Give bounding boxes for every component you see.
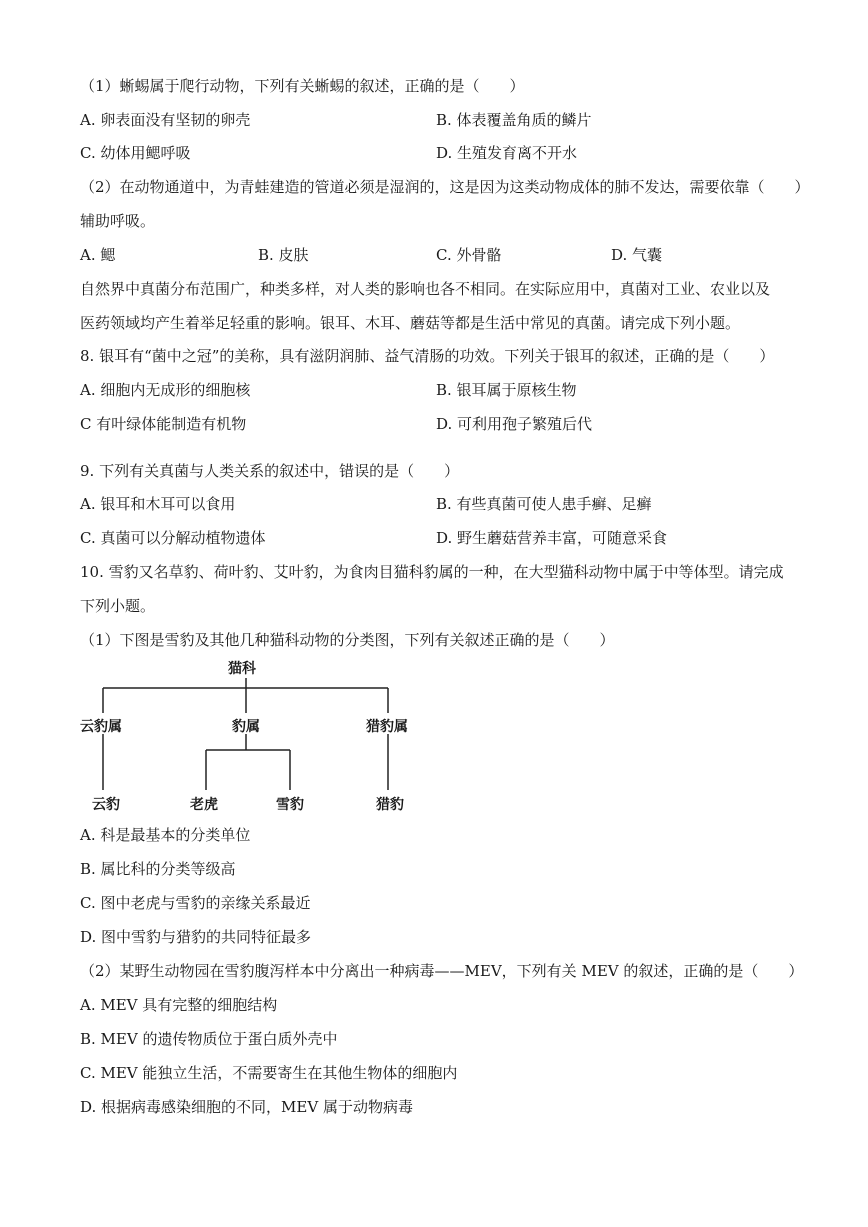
q10-sub1-option-d[interactable]: D. 图中雪豹与猎豹的共同特征最多 <box>80 928 312 946</box>
tree-species-cheetah: 猎豹 <box>376 797 404 813</box>
q10-sub1-option-a[interactable]: A. 科是最基本的分类单位 <box>80 826 251 844</box>
classification-tree <box>70 656 430 816</box>
q9-option-c[interactable]: C. 真菌可以分解动植物遗体 <box>80 529 266 547</box>
q8-option-c[interactable]: C 有叶绿体能制造有机物 <box>80 415 247 433</box>
q10-sub2-option-c[interactable]: C. MEV 能独立生活，不需要寄生在其他生物体的细胞内 <box>80 1064 458 1082</box>
tree-species-snow-leopard: 雪豹 <box>276 797 304 813</box>
tree-genus-panthera: 豹属 <box>232 719 260 735</box>
q7-sub1-option-b[interactable]: B. 体表覆盖角质的鳞片 <box>436 111 592 129</box>
q7-sub2-option-d[interactable]: D. 气囊 <box>611 246 663 264</box>
q10-sub2-option-a[interactable]: A. MEV 具有完整的细胞结构 <box>80 996 278 1014</box>
q10-stem-line1: 10. 雪豹又名草豹、荷叶豹、艾叶豹，为食肉目猫科豹属的一种，在大型猫科动物中属于中等体型。请完成 <box>80 563 784 581</box>
tree-genus-clouded-leopard: 云豹属 <box>80 719 122 735</box>
q7-sub1-option-a[interactable]: A. 卵表面没有坚韧的卵壳 <box>80 111 251 129</box>
q10-sub2-option-d[interactable]: D. 根据病毒感染细胞的不同，MEV 属于动物病毒 <box>80 1098 413 1116</box>
q7-sub2-stem-line1: （2）在动物通道中，为青蛙建造的管道必须是湿润的，这是因为这类动物成体的肺不发达，需要依靠（ ） <box>80 178 810 196</box>
tree-genus-cheetah: 猎豹属 <box>366 719 408 735</box>
q7-sub2-option-c[interactable]: C. 外骨骼 <box>436 246 502 264</box>
q8-option-b[interactable]: B. 银耳属于原核生物 <box>436 381 577 399</box>
q8-stem: 8. 银耳有“菌中之冠”的美称，具有滋阴润肺、益气清肠的功效。下列关于银耳的叙述，正确的是（ ） <box>80 347 775 365</box>
q9-option-b[interactable]: B. 有些真菌可使人患手癣、足癣 <box>436 495 652 513</box>
q10-sub1-option-b[interactable]: B. 属比科的分类等级高 <box>80 860 236 878</box>
q9-stem: 9. 下列有关真菌与人类关系的叙述中，错误的是（ ） <box>80 462 460 480</box>
tree-connectors <box>70 656 430 816</box>
passage-line1: 自然界中真菌分布范围广，种类多样，对人类的影响也各不相同。在实际应用中，真菌对工业、农业以及 <box>80 280 771 298</box>
q10-sub2-option-b[interactable]: B. MEV 的遗传物质位于蛋白质外壳中 <box>80 1030 338 1048</box>
tree-root-family: 猫科 <box>228 661 256 677</box>
q10-sub1-option-c[interactable]: C. 图中老虎与雪豹的亲缘关系最近 <box>80 894 311 912</box>
q10-sub1-stem: （1）下图是雪豹及其他几种猫科动物的分类图，下列有关叙述正确的是（ ） <box>80 631 615 649</box>
q10-sub2-stem: （2）某野生动物园在雪豹腹泻样本中分离出一种病毒——MEV，下列有关 MEV 的叙述，正确的是（ ） <box>80 962 804 980</box>
q7-sub2-option-b[interactable]: B. 皮肤 <box>258 246 309 264</box>
q9-option-d[interactable]: D. 野生蘑菇营养丰富，可随意采食 <box>436 529 668 547</box>
q7-sub1-option-d[interactable]: D. 生殖发育离不开水 <box>436 144 578 162</box>
q8-option-d[interactable]: D. 可利用孢子繁殖后代 <box>436 415 593 433</box>
tree-species-tiger: 老虎 <box>190 797 218 813</box>
q7-sub1-stem: （1）蜥蜴属于爬行动物，下列有关蜥蜴的叙述，正确的是（ ） <box>80 77 525 95</box>
q8-option-a[interactable]: A. 细胞内无成形的细胞核 <box>80 381 251 399</box>
q9-option-a[interactable]: A. 银耳和木耳可以食用 <box>80 495 236 513</box>
q7-sub2-option-a[interactable]: A. 鳃 <box>80 246 116 264</box>
tree-species-clouded-leopard: 云豹 <box>92 797 120 813</box>
q7-sub1-option-c[interactable]: C. 幼体用鳃呼吸 <box>80 144 191 162</box>
q10-stem-line2: 下列小题。 <box>80 597 156 615</box>
q7-sub2-stem-line2: 辅助呼吸。 <box>80 212 156 230</box>
passage-line2: 医药领域均产生着举足轻重的影响。银耳、木耳、蘑菇等都是生活中常见的真菌。请完成下列小题。 <box>80 314 741 332</box>
